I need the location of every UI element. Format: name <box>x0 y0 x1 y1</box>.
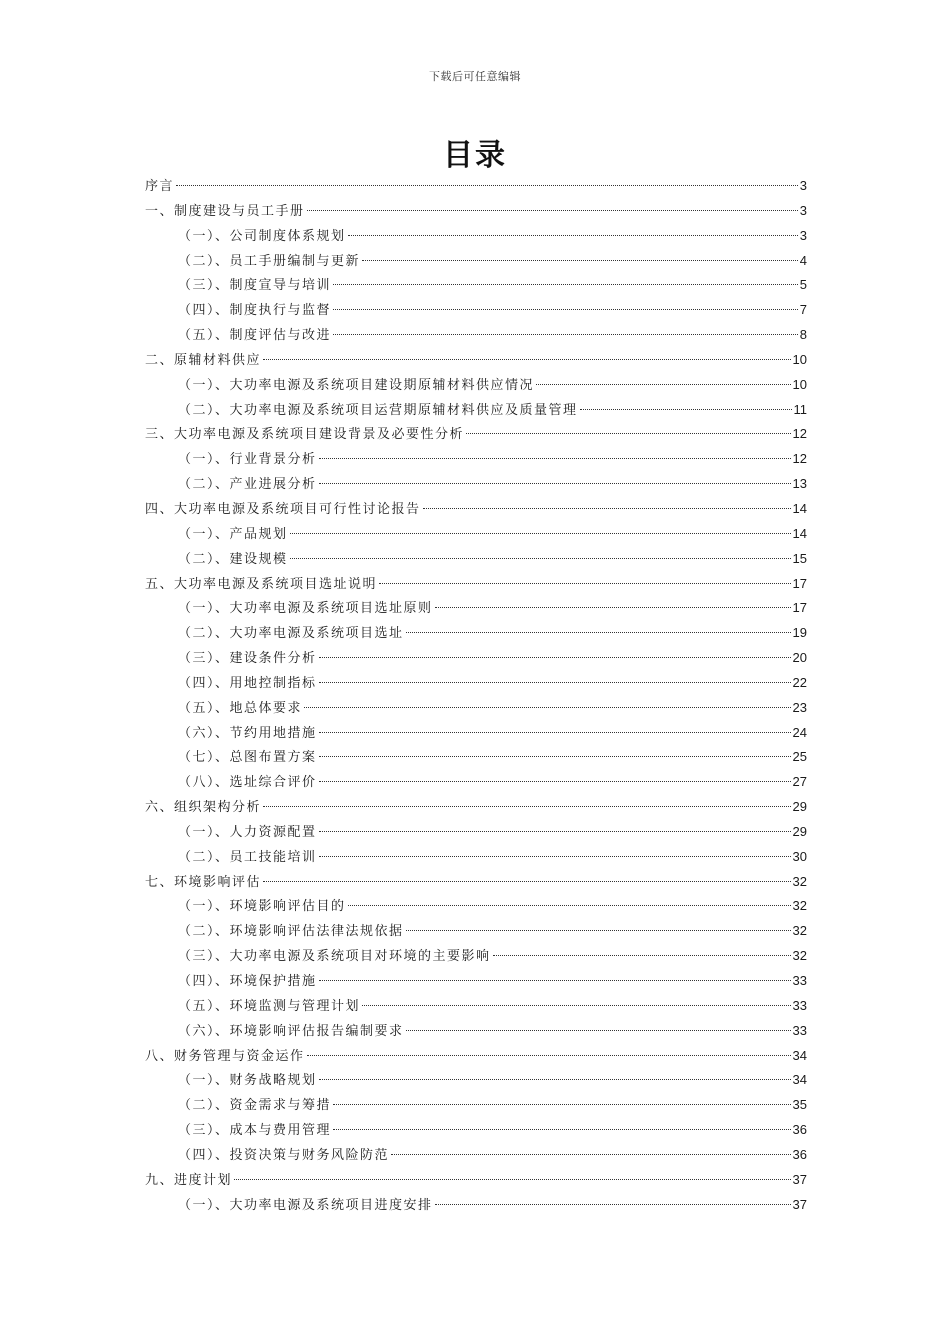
toc-entry-label: （二）、资金需求与筹措 <box>178 1098 332 1114</box>
toc-page-number: 19 <box>792 625 807 641</box>
toc-entry-label: （二）、产业进展分析 <box>178 477 317 493</box>
dot-leader <box>319 682 791 683</box>
toc-entry-label: （二）、员工技能培训 <box>178 849 317 865</box>
toc-entry[interactable] <box>145 1168 807 1193</box>
toc-subentry[interactable] <box>145 969 807 994</box>
toc-page-number: 32 <box>792 873 807 889</box>
toc-subentry[interactable] <box>145 820 807 845</box>
dot-leader <box>333 284 798 285</box>
dot-leader <box>263 881 791 882</box>
toc-page-number: 32 <box>792 898 807 914</box>
toc-entry-label: 七、环境影响评估 <box>145 874 262 890</box>
dot-leader <box>319 831 791 832</box>
toc-page-number: 12 <box>792 451 807 467</box>
toc-page-number: 34 <box>792 1047 807 1063</box>
toc-entry-label: （二）、员工手册编制与更新 <box>178 253 361 269</box>
dot-leader <box>319 1079 791 1080</box>
dot-leader <box>319 756 791 757</box>
toc-page-number: 27 <box>792 774 807 790</box>
dot-leader <box>319 980 791 981</box>
toc-entry-label: （二）、建设规模 <box>178 551 288 567</box>
toc-entry-label: （六）、环境影响评估报告编制要求 <box>178 1023 404 1039</box>
toc-page-number: 35 <box>792 1097 807 1113</box>
toc-entry-label: （四）、投资决策与财务风险防范 <box>178 1147 390 1163</box>
toc-entry-label: （四）、环境保护措施 <box>178 974 317 989</box>
toc-entry-label: （一）、大功率电源及系统项目建设期原辅材料供应情况 <box>178 377 535 393</box>
dot-leader <box>379 583 791 584</box>
toc-page-number: 37 <box>792 1196 807 1212</box>
toc-entry-label: （一）、产品规划 <box>178 526 288 542</box>
toc-subentry[interactable] <box>145 1068 807 1093</box>
dot-leader <box>493 955 791 956</box>
toc-subentry[interactable] <box>145 224 807 249</box>
toc-page-number: 33 <box>792 1022 807 1038</box>
toc-entry[interactable] <box>145 870 807 895</box>
toc-entry-label: （一）、大功率电源及系统项目选址原则 <box>178 601 433 617</box>
toc-subentry[interactable] <box>145 621 807 646</box>
toc-entry-label: （一）、人力资源配置 <box>178 824 317 840</box>
toc-entry[interactable] <box>145 1044 807 1069</box>
toc-entry-label: 序言 <box>145 179 175 194</box>
toc-page-number: 25 <box>792 749 807 765</box>
toc-page-number: 8 <box>799 327 807 343</box>
toc-subentry[interactable] <box>145 696 807 721</box>
toc-page-number: 5 <box>799 277 807 293</box>
toc-subentry[interactable] <box>145 472 807 497</box>
dot-leader <box>333 1129 791 1130</box>
toc-entry-label: （一）、行业背景分析 <box>178 452 317 468</box>
toc-subentry[interactable] <box>145 845 807 870</box>
toc-page-number: 29 <box>792 823 807 839</box>
toc-page-number: 14 <box>792 500 807 516</box>
toc-page-number: 29 <box>792 799 807 815</box>
dot-leader <box>290 558 791 559</box>
toc-entry-label: （六）、节约用地措施 <box>178 725 317 741</box>
toc-entry-label: （二）、大功率电源及系统项目选址 <box>178 626 404 642</box>
dot-leader <box>362 260 798 261</box>
toc-entry-label: （四）、用地控制指标 <box>178 675 317 691</box>
toc-entry-label: 一、制度建设与员工手册 <box>145 203 305 219</box>
dot-leader <box>348 905 791 906</box>
toc-page-number: 10 <box>792 351 807 367</box>
toc-page-number: 34 <box>792 1072 807 1088</box>
toc-page-number: 36 <box>792 1146 807 1162</box>
toc-entry-label: 五、大功率电源及系统项目选址说明 <box>145 576 378 592</box>
dot-leader <box>307 210 798 211</box>
dot-leader <box>580 409 792 410</box>
toc-subentry[interactable] <box>145 273 807 298</box>
toc-subentry[interactable] <box>145 994 807 1019</box>
toc-page-number: 32 <box>792 948 807 964</box>
toc-entry[interactable] <box>145 348 807 373</box>
toc-entry-label: （一）、财务战略规划 <box>178 1073 317 1089</box>
toc-subentry[interactable] <box>145 522 807 547</box>
toc-subentry[interactable] <box>145 894 807 919</box>
dot-leader <box>333 309 798 310</box>
toc-page-number: 12 <box>792 426 807 442</box>
toc-entry-label: （三）、建设条件分析 <box>178 651 317 667</box>
toc-subentry[interactable] <box>145 1093 807 1118</box>
toc-entry[interactable] <box>145 497 807 522</box>
dot-leader <box>406 1030 791 1031</box>
toc-page-number: 11 <box>793 401 807 417</box>
toc-entry[interactable] <box>145 795 807 820</box>
toc-page-number: 23 <box>792 699 807 715</box>
dot-leader <box>406 632 791 633</box>
toc-page-number: 7 <box>799 302 807 318</box>
toc-subentry[interactable] <box>145 547 807 572</box>
toc-entry-label: （五）、制度评估与改进 <box>178 328 332 344</box>
toc-subentry[interactable] <box>145 1019 807 1044</box>
toc-entry-label: （三）、大功率电源及系统项目对环境的主要影响 <box>178 949 491 965</box>
toc-subentry[interactable] <box>145 1143 807 1168</box>
toc-subentry[interactable] <box>145 1118 807 1143</box>
toc-entry[interactable] <box>145 199 807 224</box>
dot-leader <box>319 732 791 733</box>
dot-leader <box>319 657 791 658</box>
toc-page-number: 17 <box>792 600 807 616</box>
dot-leader <box>263 359 791 360</box>
toc-entry-label: （五）、地总体要求 <box>178 700 303 716</box>
toc-entry-label: 八、财务管理与资金运作 <box>145 1048 305 1064</box>
dot-leader <box>319 781 791 782</box>
toc-entry-label: （二）、环境影响评估法律法规依据 <box>178 924 404 940</box>
dot-leader <box>435 1204 791 1205</box>
toc-subentry[interactable] <box>145 745 807 770</box>
toc-subentry[interactable] <box>145 770 807 795</box>
toc-subentry[interactable] <box>145 298 807 323</box>
toc-subentry[interactable] <box>145 1193 807 1218</box>
toc-entry-label: （八）、选址综合评价 <box>178 775 317 791</box>
toc-page-number: 30 <box>792 848 807 864</box>
toc-page-number: 24 <box>792 724 807 740</box>
dot-leader <box>391 1154 791 1155</box>
dot-leader <box>319 458 791 459</box>
dot-leader <box>234 1179 791 1180</box>
toc-subentry[interactable] <box>145 596 807 621</box>
dot-leader <box>319 856 791 857</box>
toc-page-number: 33 <box>792 997 807 1013</box>
dot-leader <box>466 433 791 434</box>
toc-entry-label: （四）、制度执行与监督 <box>178 303 332 319</box>
dot-leader <box>263 806 791 807</box>
toc-entry-label: （一）、公司制度体系规划 <box>178 228 346 244</box>
dot-leader <box>319 483 791 484</box>
toc-page-number: 22 <box>792 674 807 690</box>
toc-subentry[interactable] <box>145 919 807 944</box>
toc-page-number: 32 <box>792 923 807 939</box>
dot-leader <box>348 235 798 236</box>
dot-leader <box>406 930 791 931</box>
toc-page-number: 3 <box>799 178 807 193</box>
toc-page-number: 4 <box>799 252 807 268</box>
toc-page-number: 10 <box>792 376 807 392</box>
toc-subentry[interactable] <box>145 671 807 696</box>
toc-page-number: 37 <box>792 1171 807 1187</box>
toc-entry-label: （二）、大功率电源及系统项目运营期原辅材料供应及质量管理 <box>178 402 578 418</box>
dot-leader <box>536 384 791 385</box>
toc-entry-label: 三、大功率电源及系统项目建设背景及必要性分析 <box>145 427 465 443</box>
dot-leader <box>176 185 798 186</box>
toc-entry-label: （三）、制度宣导与培训 <box>178 278 332 294</box>
toc-page-number: 36 <box>792 1122 807 1138</box>
toc-entry-label: 九、进度计划 <box>145 1172 233 1188</box>
toc-page-number: 15 <box>792 550 807 566</box>
toc-subentry[interactable] <box>145 646 807 671</box>
dot-leader <box>307 1055 791 1056</box>
header-note: 下载后可任意编辑 <box>429 70 521 83</box>
toc-page-number: 17 <box>792 575 807 591</box>
toc-entry-label: 六、组织架构分析 <box>145 800 262 816</box>
toc-page-number: 14 <box>792 525 807 541</box>
dot-leader <box>333 334 798 335</box>
toc-subentry[interactable] <box>145 447 807 472</box>
toc-page-number: 33 <box>792 973 807 988</box>
toc-entry-label: （五）、环境监测与管理计划 <box>178 998 361 1014</box>
dot-leader <box>423 508 791 509</box>
toc-subentry[interactable] <box>145 944 807 969</box>
dot-leader <box>333 1104 791 1105</box>
toc-subentry[interactable] <box>145 323 807 348</box>
toc-entry-label: （一）、大功率电源及系统项目进度安排 <box>178 1197 433 1213</box>
toc-entry-label: 二、原辅材料供应 <box>145 352 262 368</box>
toc-page-number: 20 <box>792 650 807 666</box>
dot-leader <box>435 607 791 608</box>
toc-entry-label: 四、大功率电源及系统项目可行性讨论报告 <box>145 501 421 517</box>
toc-page-number: 3 <box>799 202 807 218</box>
toc-entry-label: （七）、总图布置方案 <box>178 750 317 766</box>
toc-subentry[interactable] <box>145 398 807 423</box>
dot-leader <box>290 533 791 534</box>
dot-leader <box>304 707 791 708</box>
toc-subentry[interactable] <box>145 249 807 274</box>
table-of-contents <box>145 174 807 1217</box>
toc-entry[interactable] <box>145 422 807 447</box>
dot-leader <box>362 1005 791 1006</box>
toc-subentry[interactable] <box>145 373 807 398</box>
toc-entry[interactable] <box>145 174 807 199</box>
toc-page-number: 3 <box>799 227 807 243</box>
toc-entry-label: （一）、环境影响评估目的 <box>178 899 346 915</box>
page-title: 目录 <box>443 138 507 173</box>
toc-page-number: 13 <box>792 476 807 492</box>
toc-entry[interactable] <box>145 572 807 597</box>
toc-entry-label: （三）、成本与费用管理 <box>178 1123 332 1139</box>
toc-subentry[interactable] <box>145 721 807 746</box>
